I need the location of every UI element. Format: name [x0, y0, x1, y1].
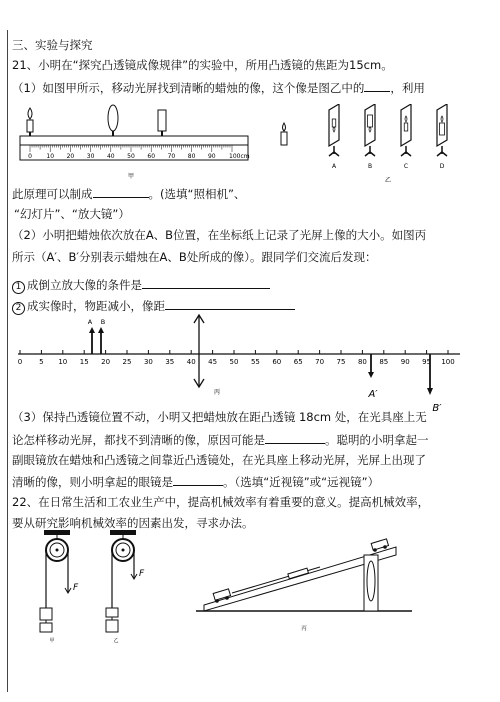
force-arrow-icon — [131, 568, 137, 579]
ruler-tick-label: 80 — [187, 153, 196, 160]
axis-tick-label: 25 — [122, 358, 132, 366]
convex-lens-icon — [108, 105, 118, 136]
figure-22-jia-pulley — [30, 530, 90, 648]
axis-tick-label: 0 — [17, 358, 23, 366]
section-title: 三、实验与探究 — [12, 38, 93, 52]
axis-tick-label: 10 — [58, 358, 68, 366]
axis-tick-label: 75 — [336, 358, 346, 366]
q21-part3-line3: 副眼镜放在蜡烛和凸透镜之间靠近凸透镜处，在光具座上移动光屏，光屏上出现了 — [12, 453, 426, 467]
figure-yi-image-options — [318, 104, 448, 184]
q21-part2-line1: （2）小明把蜡烛依次放在A、B位置，在坐标纸上记录了光屏上像的大小。如图丙 — [12, 228, 427, 242]
axis-ticks — [18, 350, 455, 366]
force-label: F — [73, 583, 79, 593]
label-B-prime: B′ — [432, 403, 442, 412]
option-label: A — [331, 163, 337, 170]
answer-blank-glasses[interactable] — [173, 474, 223, 486]
figure-bing-axis — [12, 312, 467, 412]
q21-condition-1 — [12, 277, 270, 294]
image-option-A — [329, 104, 339, 156]
q21-part1-line2-start: 此原理可以制成 — [12, 187, 93, 201]
lens-double-arrow-icon — [194, 315, 204, 387]
image-arrow-A-prime — [368, 354, 374, 378]
answer-blank-image-distance[interactable] — [165, 298, 295, 310]
weight-block-icon — [106, 608, 118, 617]
axis-tick-label: 70 — [315, 358, 325, 366]
axis-tick-label: 45 — [208, 358, 218, 366]
option-label: C — [403, 163, 409, 170]
axis-tick-label: 85 — [379, 358, 389, 366]
axis-tick-label: 35 — [165, 358, 175, 366]
label-A: A — [87, 318, 93, 326]
axis-tick-label: 55 — [250, 358, 260, 366]
axis-tick-label: 40 — [186, 358, 196, 366]
figure-22-bing-incline — [188, 533, 416, 633]
q22-line1: 22、在日常生活和工农业生产中，提高机械效率有着重要的意义。提高机械效率， — [12, 495, 430, 509]
page-margin-line — [7, 30, 8, 692]
figure-jia-caption: 甲 — [127, 173, 135, 180]
axis-tick-label: 60 — [272, 358, 282, 366]
image-option-D — [437, 104, 447, 156]
ruler-tick-label: 50 — [127, 153, 135, 160]
figure-yi-caption: 乙 — [384, 177, 392, 184]
label-A-prime: A′ — [368, 389, 378, 400]
figure-22-yi-pulley — [100, 530, 160, 648]
object-arrow-B — [98, 327, 104, 354]
ceiling-bar — [110, 530, 136, 535]
axis-tick-label: 15 — [79, 358, 89, 366]
q21-part1-line2-end: 。(选填“照相机”、 — [148, 187, 246, 201]
ruler-tick-label: 0 — [28, 153, 32, 160]
object-arrow-A — [89, 327, 95, 354]
answer-blank-reason[interactable] — [265, 432, 325, 444]
axis-tick-label: 5 — [39, 358, 44, 366]
axis-tick-label: 30 — [143, 358, 153, 366]
figure-jia-optical-bench — [18, 103, 283, 181]
q22-line2: 要从研究影响机械效率的因素出发，寻求办法。 — [12, 516, 254, 530]
figure-22-yi-caption: 乙 — [113, 638, 119, 644]
weight-block-icon — [40, 608, 52, 620]
figure-22-jia-caption: 甲 — [49, 638, 55, 644]
ruler-tick-label: 30 — [86, 153, 95, 160]
bench-rail — [20, 136, 248, 145]
q21-part3-line4-start: 清晰的像，则小明拿起的眼镜是 — [12, 475, 173, 489]
axis-tick-label: 100 — [441, 358, 455, 366]
axis-tick-label: 90 — [400, 358, 410, 366]
figure-bing-caption: 丙 — [213, 389, 221, 396]
label-B: B — [100, 318, 106, 326]
answer-blank-image-choice[interactable] — [364, 80, 390, 92]
circle-number-1: 1 — [12, 281, 25, 294]
image-option-B — [365, 104, 375, 156]
q21-part1-text: （1）如图甲所示，移动光屏找到清晰的蜡烛的像，这个像是图乙中的 — [12, 81, 365, 95]
q21-part1-line1 — [12, 80, 425, 95]
axis-tick-label: 65 — [293, 358, 303, 366]
q21-part2-line2: 所示（A′、B′分别表示蜡烛在A、B处所成的像）。跟同学们交流后发现： — [12, 250, 377, 264]
force-label: F — [139, 569, 145, 579]
image-option-C — [401, 104, 411, 156]
option-label: B — [367, 163, 373, 170]
q21-part3-line1: （3）保持凸透镜位置不动，小明又把蜡烛放在距凸透镜 18cm 处，在光具座上无 — [12, 410, 427, 424]
ceiling-bar — [44, 530, 70, 535]
q21-part1-text-end: ，利用 — [390, 81, 425, 95]
option-label: D — [439, 163, 445, 170]
ruler-tick-label: 40 — [106, 153, 115, 160]
q21-intro: 21、小明在“探究凸透镜成像规律”的实验中，所用凸透镜的焦距为15cm。 — [12, 58, 393, 72]
ruler-tick-label: 10 — [46, 153, 55, 160]
ruler-tick-label: 60 — [147, 153, 156, 160]
answer-blank-magnified-condition[interactable] — [142, 277, 270, 289]
light-screen-icon — [158, 110, 166, 136]
ruler-tick-label: 100cm — [229, 153, 250, 160]
q21-part1-line2 — [12, 186, 245, 201]
small-candle-icon — [277, 122, 291, 148]
ruler-tick-label: 90 — [207, 153, 216, 160]
q21-part3-line2 — [12, 432, 429, 447]
axis-tick-label: 50 — [229, 358, 239, 366]
candle-icon — [27, 108, 33, 136]
force-arrow-icon — [65, 582, 71, 593]
answer-blank-device[interactable] — [93, 186, 149, 198]
q21-part3-line2-end: 。聪明的小明拿起一 — [325, 433, 429, 447]
ruler-tick-label: 70 — [167, 153, 176, 160]
q21-part3-line4 — [12, 474, 379, 489]
figure-22-bing-caption: 丙 — [301, 626, 307, 632]
axis-tick-label: 80 — [357, 358, 367, 366]
support-block — [364, 555, 378, 611]
circle-number-2: 2 — [12, 302, 25, 315]
condition-1-text: 成倒立放大像的条件是 — [27, 278, 142, 292]
axis-tick-label: 95 — [422, 358, 432, 366]
q21-part1-line3: “幻灯片”、“放大镜”） — [14, 207, 130, 221]
ruler-tick-label: 20 — [66, 153, 75, 160]
q21-part3-line4-end: 。（选填“近视镜”或“远视镜”） — [223, 475, 380, 489]
condition-2-text: 成实像时，物距减小，像距 — [27, 299, 165, 313]
q21-part3-line2-start: 论怎样移动光屏，都找不到清晰的像，原因可能是 — [12, 433, 265, 447]
axis-tick-label: 20 — [101, 358, 111, 366]
